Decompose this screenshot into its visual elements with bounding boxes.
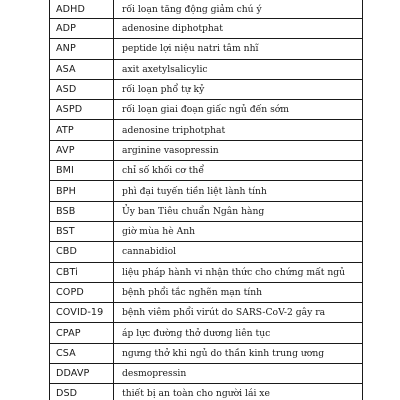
abbreviation-cell: BPH: [50, 181, 114, 201]
definition-cell: arginine vasopressin: [114, 140, 363, 160]
abbreviation-cell: ADP: [50, 19, 114, 39]
table-row: [50, 79, 363, 99]
definition-cell: peptide lợi niệu natri tâm nhĩ: [114, 39, 363, 59]
table-row: [50, 221, 363, 241]
abbreviation-cell: DSD: [50, 384, 114, 400]
abbreviation-cell: DDAVP: [50, 364, 114, 384]
table-row: [50, 19, 363, 39]
abbreviation-cell: ADHD: [50, 0, 114, 19]
table-row: [50, 364, 363, 384]
table-row: [50, 303, 363, 323]
abbreviation-cell: CPAP: [50, 323, 114, 343]
definition-cell: liệu pháp hành vi nhận thức cho chứng mất ngủ: [114, 262, 363, 282]
definition-cell: thiết bị an toàn cho người lái xe: [114, 384, 363, 400]
table-row: [50, 343, 363, 363]
abbreviation-cell: CBD: [50, 242, 114, 262]
definition-cell: giờ mùa hè Anh: [114, 221, 363, 241]
definition-cell: rối loạn phổ tự kỷ: [114, 79, 363, 99]
abbreviation-cell: ASA: [50, 59, 114, 79]
definition-cell: cannabidiol: [114, 242, 363, 262]
abbreviation-cell: BSB: [50, 201, 114, 221]
abbreviation-table-body: [50, 0, 363, 400]
definition-cell: rối loạn giai đoạn giấc ngủ đến sớm: [114, 100, 363, 120]
table-row: [50, 242, 363, 262]
definition-cell: adenosine triphotphat: [114, 120, 363, 140]
abbreviation-cell: ASD: [50, 79, 114, 99]
table-row: [50, 323, 363, 343]
abbreviation-cell: CSA: [50, 343, 114, 363]
table-row: [50, 39, 363, 59]
abbreviation-cell: AVP: [50, 140, 114, 160]
table-row: [50, 161, 363, 181]
abbreviation-cell: COPD: [50, 282, 114, 302]
abbreviation-cell: BST: [50, 221, 114, 241]
definition-cell: ngưng thở khi ngủ do thần kinh trung ương: [114, 343, 363, 363]
definition-cell: bệnh phổi tắc nghẽn mạn tính: [114, 282, 363, 302]
table-row: [50, 262, 363, 282]
abbreviation-cell: BMI: [50, 161, 114, 181]
table-row: [50, 120, 363, 140]
table-row: [50, 282, 363, 302]
definition-cell: bệnh viêm phổi virút do SARS-CoV-2 gây ra: [114, 303, 363, 323]
definition-cell: axit axetylsalicylic: [114, 59, 363, 79]
abbreviation-cell: CBTi: [50, 262, 114, 282]
abbreviation-cell: ASPD: [50, 100, 114, 120]
definition-cell: rối loạn tăng động giảm chú ý: [114, 0, 363, 19]
table-row: [50, 0, 363, 19]
definition-cell: Ủy ban Tiêu chuẩn Ngân hàng: [114, 201, 363, 221]
definition-cell: phì đại tuyến tiền liệt lành tính: [114, 181, 363, 201]
table-row: [50, 59, 363, 79]
table-row: [50, 201, 363, 221]
abbreviation-cell: COVID-19: [50, 303, 114, 323]
abbreviation-cell: ANP: [50, 39, 114, 59]
table-row: [50, 181, 363, 201]
definition-cell: chỉ số khối cơ thể: [114, 161, 363, 181]
definition-cell: áp lực đường thở dương liên tục: [114, 323, 363, 343]
table-row: [50, 384, 363, 400]
definition-cell: desmopressin: [114, 364, 363, 384]
table-row: [50, 100, 363, 120]
definition-cell: adenosine diphotphat: [114, 19, 363, 39]
abbreviation-cell: ATP: [50, 120, 114, 140]
table-row: [50, 140, 363, 160]
abbreviation-table: [49, 0, 363, 400]
